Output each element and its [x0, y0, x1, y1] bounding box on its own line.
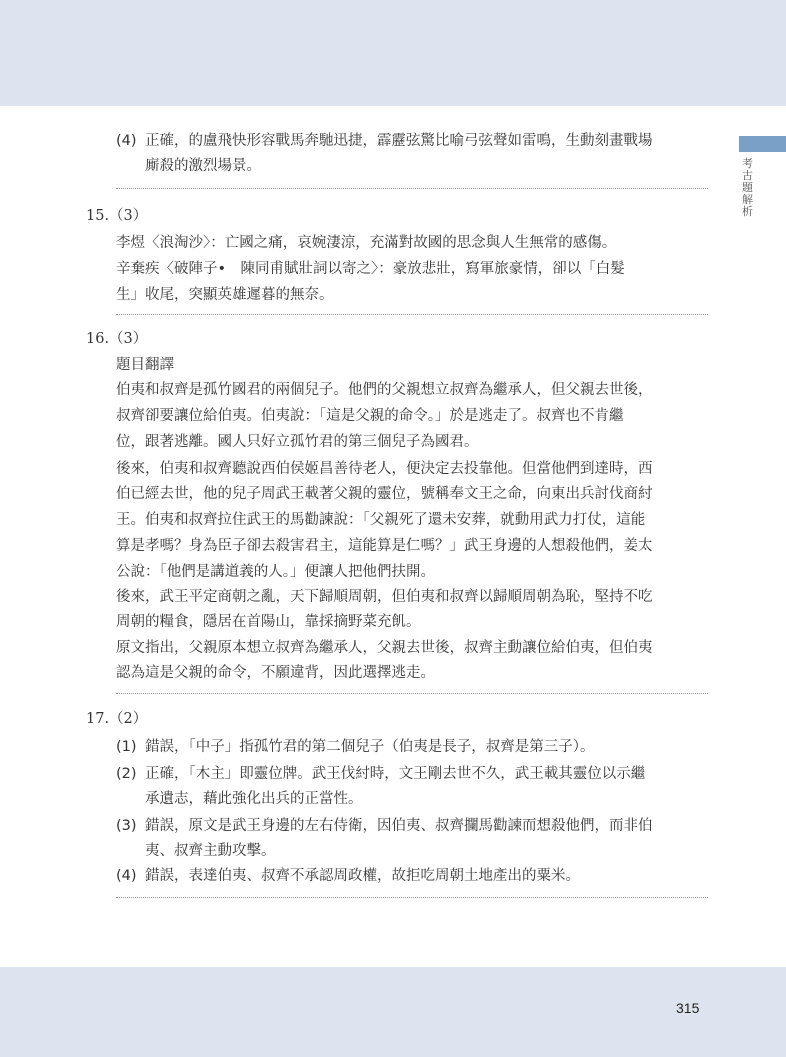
q16-line: 伯已經去世，他的兒子周武王載著父親的靈位，號稱奉文王之命，向東出兵討伐商紂 — [116, 486, 653, 502]
chapter-tab — [739, 136, 786, 152]
dotted-divider — [116, 314, 708, 315]
q14-line-2: 廝殺的激烈場景。 — [145, 158, 261, 174]
dotted-divider — [116, 693, 708, 694]
section-heading: 題目翻譯 — [116, 357, 174, 373]
q14-line-1: (4) 正確，的盧飛快形容戰馬奔馳迅捷，霹靂弦驚比喻弓弦聲如雷鳴，生動刻畫戰場 — [116, 133, 653, 149]
question-number: 15.（3） — [86, 208, 148, 224]
dotted-divider — [116, 188, 708, 189]
q15-line-1: 李煜〈浪淘沙〉：亡國之痛，哀婉淒涼，充滿對故國的思念與人生無常的感傷。 — [116, 235, 617, 251]
q17-option-2-cont: 承遺志，藉此強化出兵的正當性。 — [145, 791, 363, 807]
question-number: 17.（2） — [86, 711, 148, 727]
q17-option-2: (2) 正確，「木主」即靈位牌。武王伐紂時，文王剛去世不久，武王載其靈位以示繼 — [116, 766, 646, 782]
q16-line: 後來，伯夷和叔齊聽說西伯侯姬昌善待老人，便決定去投靠他。但當他們到達時，西 — [116, 461, 653, 477]
question-number: 16.（3） — [86, 331, 148, 347]
q17-option-3: (3) 錯誤，原文是武王身邊的左右侍衛，因伯夷、叔齊攔馬勸諫而想殺他們，而非伯 — [116, 818, 653, 834]
footer-band — [0, 967, 786, 1057]
q15-line-2: 辛棄疾〈破陣子• 陳同甫賦壯詞以寄之〉：豪放悲壯，寫軍旅豪情，卻以「白髮 — [116, 261, 625, 277]
q16-line: 位，跟著逃離。國人只好立孤竹君的第三個兒子為國君。 — [116, 434, 479, 450]
dotted-divider — [116, 897, 708, 898]
page-number: 315 — [676, 1000, 700, 1016]
q16-line: 叔齊卻要讓位給伯夷。伯夷說：「這是父親的命令。」於是逃走了。叔齊也不肯繼 — [116, 408, 624, 424]
chapter-label: 考古題解析 — [742, 157, 753, 218]
q17-option-1: (1) 錯誤，「中子」指孤竹君的第二個兒子（伯夷是長子，叔齊是第三子）。 — [116, 739, 595, 755]
option-marker: (2) — [116, 766, 137, 782]
q16-line: 伯夷和叔齊是孤竹國君的兩個兒子。他們的父親想立叔齊為繼承人，但父親去世後， — [116, 382, 653, 398]
q17-option-3-cont: 夷、叔齊主動攻擊。 — [145, 843, 276, 859]
option-marker: (3) — [116, 818, 137, 834]
q16-line: 認為這是父親的命令，不願違背，因此選擇逃走。 — [116, 665, 435, 681]
q16-line: 王。伯夷和叔齊拉住武王的馬勸諫說：「父親死了還未安葬，就動用武力打仗，這能 — [116, 512, 646, 528]
option-marker: (4) — [116, 133, 137, 149]
q17-option-4: (4) 錯誤，表達伯夷、叔齊不承認周政權，故拒吃周朝土地產出的粟米。 — [116, 868, 580, 884]
q16-line: 周朝的糧食，隱居在首陽山，靠採摘野菜充飢。 — [116, 614, 421, 630]
option-marker: (1) — [116, 739, 137, 755]
q15-line-3: 生」收尾，突顯英雄遲暮的無奈。 — [116, 287, 334, 303]
q16-line: 公說：「他們是講道義的人。」便讓人把他們扶開。 — [116, 564, 435, 580]
header-band — [0, 0, 786, 106]
q16-line: 算是孝嗎？身為臣子卻去殺害君主，這能算是仁嗎？」武王身邊的人想殺他們，姜太 — [116, 538, 653, 554]
option-marker: (4) — [116, 868, 137, 884]
q16-line: 後來，武王平定商朝之亂，天下歸順周朝，但伯夷和叔齊以歸順周朝為恥，堅持不吃 — [116, 589, 653, 605]
q16-line: 原文指出，父親原本想立叔齊為繼承人，父親去世後，叔齊主動讓位給伯夷，但伯夷 — [116, 640, 653, 656]
